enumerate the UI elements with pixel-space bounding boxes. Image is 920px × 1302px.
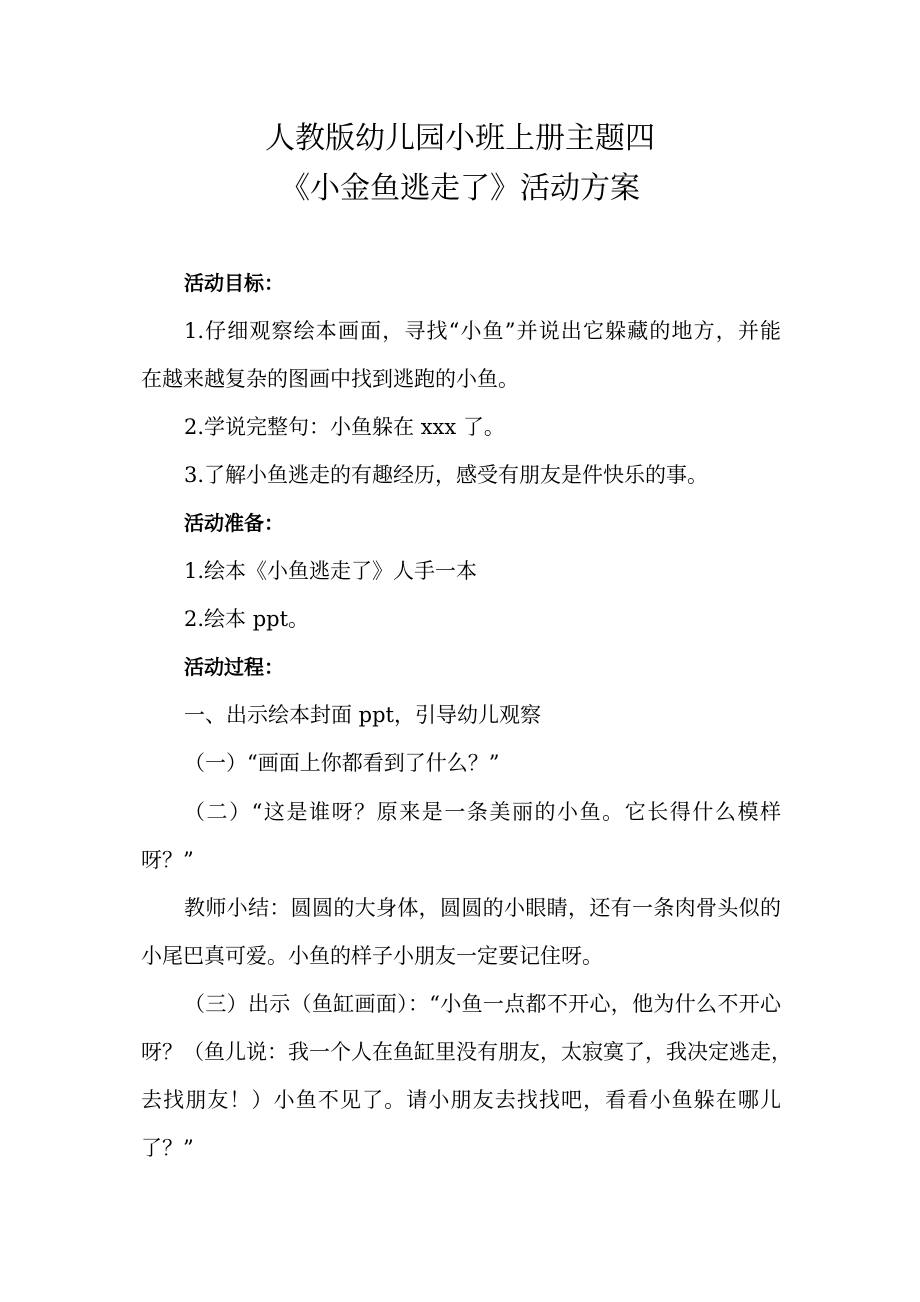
question-2-line-2: 呀？” — [141, 848, 194, 872]
prep-2: 2.绘本 ppt。 — [184, 607, 310, 631]
question-3-line-1: （三）出示（鱼缸画面）：“小鱼一点都不开心，他为什么不开心 — [184, 992, 781, 1016]
title-line-1: 人教版幼儿园小班上册主题四 — [265, 121, 655, 156]
goal-1-line-1: 1.仔细观察绘本画面，寻找“小鱼”并说出它躲藏的地方，并能 — [184, 319, 781, 343]
goal-2: 2.学说完整句：小鱼躲在 xxx 了。 — [184, 415, 505, 439]
goal-3: 3.了解小鱼逃走的有趣经历，感受有朋友是件快乐的事。 — [184, 463, 709, 487]
goal-1-line-2: 在越来越复杂的图画中找到逃跑的小鱼。 — [141, 367, 519, 391]
step-1: 一、出示绘本封面 ppt，引导幼儿观察 — [184, 703, 541, 727]
question-3-line-3: 去找朋友！）小鱼不见了。请小朋友去找找吧，看看小鱼躲在哪儿 — [141, 1088, 781, 1112]
title-line-2: 《小金鱼逃走了》活动方案 — [280, 171, 640, 206]
prep-heading: 活动准备： — [184, 511, 284, 535]
question-2-line-1: （二）“这是谁呀？原来是一条美丽的小鱼。它长得什么模样 — [184, 800, 781, 824]
prep-1: 1.绘本《小鱼逃走了》人手一本 — [184, 559, 478, 583]
question-3-line-4: 了？” — [141, 1136, 194, 1160]
question-3-line-2: 呀？（鱼儿说：我一个人在鱼缸里没有朋友，太寂寞了，我决定逃走， — [141, 1040, 792, 1064]
goals-heading: 活动目标： — [184, 271, 284, 295]
question-1: （一）“画面上你都看到了什么？” — [184, 751, 500, 775]
process-heading: 活动过程： — [184, 655, 284, 679]
summary-line-2: 小尾巴真可爱。小鱼的样子小朋友一定要记住呀。 — [141, 944, 603, 968]
summary-line-1: 教师小结：圆圆的大身体，圆圆的小眼睛，还有一条肉骨头似的 — [184, 896, 781, 920]
